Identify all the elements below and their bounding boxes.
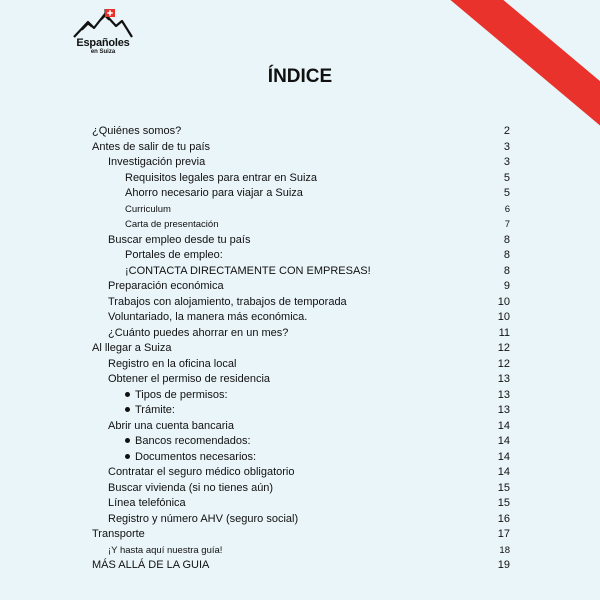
toc-entry-page: 8 bbox=[503, 249, 510, 261]
toc-entry[interactable] bbox=[92, 341, 510, 357]
toc-entry-page: 6 bbox=[504, 203, 510, 215]
toc-entry[interactable] bbox=[92, 155, 510, 171]
toc-entry[interactable] bbox=[92, 403, 510, 419]
toc-entry[interactable] bbox=[92, 388, 510, 404]
toc-entry-label bbox=[92, 186, 303, 202]
toc-entry-text: Bancos recomendados: bbox=[135, 435, 251, 447]
brand-name: Españoles bbox=[76, 37, 130, 49]
toc-entry[interactable] bbox=[92, 233, 510, 249]
toc-entry-page: 11 bbox=[498, 326, 510, 339]
toc-entry-page: 14 bbox=[497, 419, 510, 432]
toc-entry[interactable] bbox=[92, 279, 510, 295]
toc-entry-page: 14 bbox=[497, 450, 510, 463]
toc-entry-text: Documentos necesarios: bbox=[135, 450, 257, 463]
page-title: ÍNDICE bbox=[267, 66, 333, 87]
toc-entry-label bbox=[92, 295, 347, 311]
toc-entry-label bbox=[92, 465, 295, 481]
toc-entry[interactable] bbox=[92, 450, 510, 466]
toc-entry[interactable] bbox=[92, 512, 510, 528]
toc-entry[interactable] bbox=[92, 140, 510, 156]
toc-entry[interactable] bbox=[92, 372, 510, 388]
brand-subtitle: en Suiza bbox=[90, 49, 116, 55]
toc-entry-label bbox=[92, 217, 218, 233]
toc-entry-page: 8 bbox=[503, 233, 510, 246]
toc-entry-text: Portales de empleo: bbox=[125, 249, 223, 261]
toc-entry-label bbox=[92, 326, 288, 342]
toc-entry-label bbox=[92, 248, 223, 264]
toc-entry-label bbox=[92, 155, 205, 171]
toc-entry-page: 3 bbox=[503, 156, 510, 168]
toc-entry-label bbox=[92, 512, 298, 528]
toc-entry-text: MÁS ALLÁ DE LA GUIA bbox=[92, 559, 210, 571]
toc-entry-page: 7 bbox=[504, 219, 510, 230]
toc-entry-label bbox=[92, 403, 175, 419]
toc-entry-label bbox=[92, 140, 210, 156]
toc-entry-label bbox=[92, 558, 209, 574]
toc-entry-text: Transporte bbox=[92, 528, 145, 540]
toc-entry-label bbox=[92, 357, 236, 373]
toc-entry-text: Carta de presentación bbox=[125, 219, 219, 230]
toc-entry-page: 10 bbox=[497, 295, 510, 308]
toc-entry-page: 2 bbox=[503, 125, 510, 137]
toc-entry-page: 10 bbox=[497, 311, 510, 323]
toc-entry[interactable] bbox=[92, 171, 510, 187]
toc-entry[interactable] bbox=[92, 357, 510, 373]
toc-entry-page: 8 bbox=[503, 264, 510, 277]
toc-entry-label bbox=[92, 434, 251, 450]
toc-entry-text: Antes de salir de tu país bbox=[92, 140, 211, 153]
toc-entry[interactable] bbox=[92, 543, 510, 559]
toc-entry-label bbox=[92, 124, 181, 140]
toc-entry[interactable] bbox=[92, 186, 510, 202]
toc-entry-label bbox=[92, 496, 186, 512]
toc-entry-text: Tipos de permisos: bbox=[135, 388, 228, 401]
toc-entry[interactable] bbox=[92, 264, 510, 280]
toc-entry-page: 9 bbox=[503, 280, 510, 292]
toc-entry-label bbox=[92, 450, 256, 466]
toc-entry-label bbox=[92, 372, 270, 388]
swiss-flag-icon bbox=[105, 9, 115, 17]
toc-entry-text: Trabajos con alojamiento, trabajos de temporada bbox=[108, 295, 347, 308]
toc-entry-page: 13 bbox=[497, 404, 510, 416]
toc-entry-page: 14 bbox=[497, 466, 510, 478]
toc-entry-text: Preparación económica bbox=[108, 280, 224, 292]
toc-entry[interactable] bbox=[92, 326, 510, 342]
toc-entry-page: 19 bbox=[497, 559, 510, 571]
toc-entry-page: 5 bbox=[503, 171, 510, 184]
toc-entry-label bbox=[92, 527, 145, 543]
toc-entry-text: Trámite: bbox=[135, 404, 175, 416]
toc-entry-text: Voluntariado, la manera más económica. bbox=[108, 311, 308, 323]
brand-logo bbox=[72, 8, 134, 60]
table-of-contents bbox=[92, 124, 510, 574]
toc-entry-page: 13 bbox=[497, 373, 510, 385]
toc-entry-text: Registro y número AHV (seguro social) bbox=[108, 512, 299, 525]
toc-entry-text: Buscar vivienda (si no tienes aún) bbox=[108, 481, 274, 494]
toc-entry-label bbox=[92, 233, 250, 249]
toc-entry-page: 15 bbox=[497, 481, 510, 494]
toc-entry[interactable] bbox=[92, 434, 510, 450]
toc-entry-label bbox=[92, 341, 172, 357]
toc-entry-label bbox=[92, 388, 228, 404]
toc-entry-label bbox=[92, 419, 234, 435]
toc-entry-text: Línea telefónica bbox=[108, 497, 186, 509]
toc-entry-label bbox=[92, 171, 317, 187]
toc-entry-page: 12 bbox=[497, 357, 510, 370]
toc-entry[interactable] bbox=[92, 124, 510, 140]
toc-entry-page: 14 bbox=[497, 435, 510, 447]
toc-entry-text: Al llegar a Suiza bbox=[92, 342, 172, 354]
toc-entry-text: ¿Quiénes somos? bbox=[92, 125, 182, 137]
toc-entry-label bbox=[92, 310, 307, 326]
toc-entry-text: ¿Cuánto puedes ahorrar en un mes? bbox=[108, 326, 289, 339]
bullet-icon bbox=[125, 438, 130, 443]
toc-entry-text: Curriculum bbox=[125, 203, 171, 215]
toc-entry-text: Requisitos legales para entrar en Suiza bbox=[125, 171, 318, 184]
toc-entry-page: 5 bbox=[503, 187, 510, 199]
toc-entry-page: 15 bbox=[497, 497, 510, 509]
toc-entry[interactable] bbox=[92, 217, 510, 233]
bullet-icon bbox=[125, 454, 130, 459]
toc-entry[interactable] bbox=[92, 558, 510, 574]
toc-entry[interactable] bbox=[92, 465, 510, 481]
toc-entry-text: Ahorro necesario para viajar a Suiza bbox=[125, 187, 303, 199]
toc-entry-text: Investigación previa bbox=[108, 156, 206, 168]
toc-entry-page: 17 bbox=[497, 528, 510, 540]
toc-entry-label bbox=[92, 264, 371, 280]
toc-entry[interactable] bbox=[92, 481, 510, 497]
toc-entry[interactable] bbox=[92, 419, 510, 435]
toc-entry-label bbox=[92, 543, 222, 559]
toc-entry[interactable] bbox=[92, 202, 510, 218]
toc-entry[interactable] bbox=[92, 310, 510, 326]
toc-entry-page: 12 bbox=[497, 342, 510, 354]
toc-entry[interactable] bbox=[92, 496, 510, 512]
toc-entry-text: Abrir una cuenta bancaria bbox=[108, 419, 234, 432]
toc-entry-page: 18 bbox=[499, 544, 510, 556]
toc-entry-text: ¡Y hasta aquí nuestra guía! bbox=[108, 544, 223, 556]
toc-entry-label bbox=[92, 481, 273, 497]
toc-entry-text: Registro en la oficina local bbox=[108, 357, 237, 370]
toc-entry-page: 16 bbox=[497, 512, 510, 525]
toc-entry[interactable] bbox=[92, 248, 510, 264]
toc-entry-text: ¡CONTACTA DIRECTAMENTE CON EMPRESAS! bbox=[125, 264, 371, 277]
bullet-icon bbox=[125, 392, 130, 397]
toc-entry-text: Buscar empleo desde tu país bbox=[108, 233, 251, 246]
toc-entry-page: 13 bbox=[497, 388, 510, 401]
toc-entry[interactable] bbox=[92, 295, 510, 311]
mountain-icon bbox=[72, 8, 134, 38]
toc-entry-label bbox=[92, 279, 224, 295]
toc-entry-page: 3 bbox=[503, 140, 510, 153]
toc-entry-text: Obtener el permiso de residencia bbox=[108, 373, 271, 385]
toc-entry[interactable] bbox=[92, 527, 510, 543]
toc-entry-label bbox=[92, 202, 171, 218]
toc-entry-text: Contratar el seguro médico obligatorio bbox=[108, 466, 295, 478]
bullet-icon bbox=[125, 407, 130, 412]
